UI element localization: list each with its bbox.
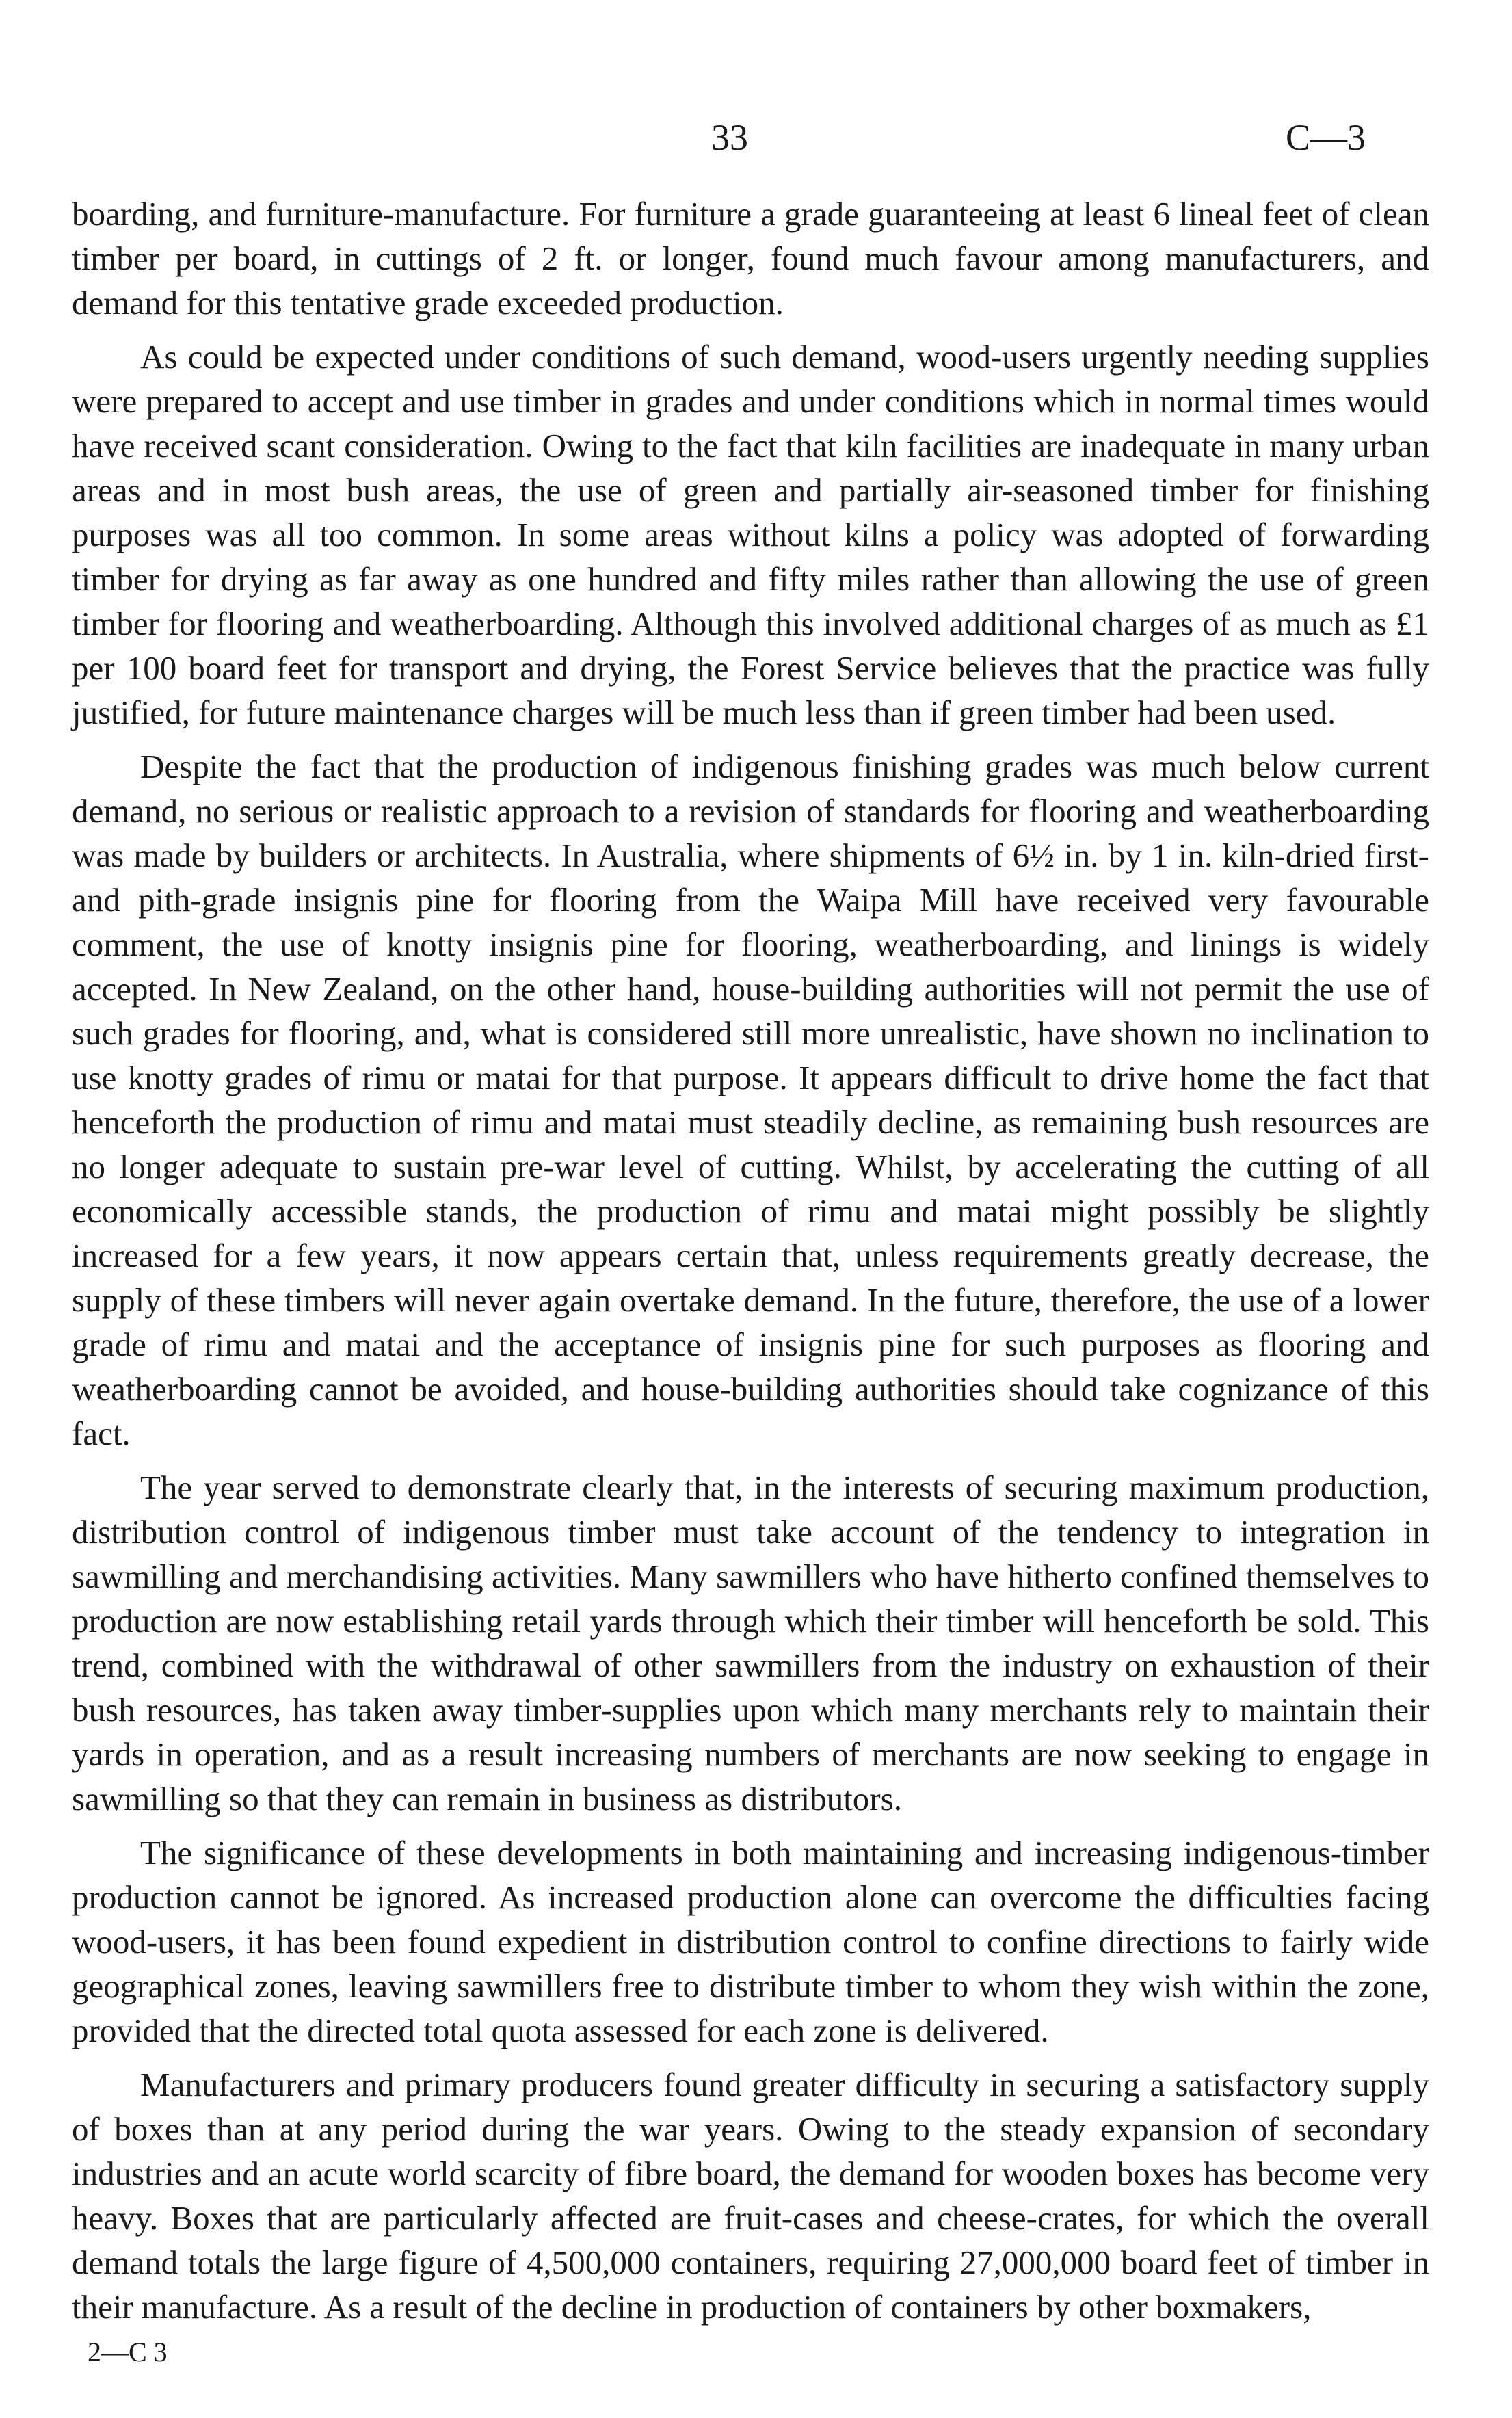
paragraph-5: The significance of these developments in both maintaining and increasing indigenous-timber production cannot be ignored. As increased production alone can overcome the difficulties facing wood-users, it has been found expedient in distribution control to confine directions to fairly wide geographical zones, leaving sawmillers free to distribute timber to whom they wish within the zone, provided that the directed total quota assessed for each zone is delivered. [72, 1834, 1429, 2049]
page-number: 33 [711, 117, 748, 158]
paragraph-6: Manufacturers and primary producers found greater difficulty in securing a satisfactory supply of boxes than at any period during the war years. Owing to the steady expansion of secondary industries and an acute world scarcity of fibre board, the demand for wooden boxes has become very heavy. Boxes that are particularly affected are fruit-cases and cheese-crates, for which the overall demand totals the large figure of 4,500,000 containers, requiring 27,000,000 board feet of timber in their manufacture. As a result of the decline in production of containers by other boxmakers, [72, 2066, 1429, 2326]
report-code: C—3 [1286, 117, 1366, 158]
paragraph-1: boarding, and furniture-manufacture. For furniture a grade guaranteeing at least 6 lineal feet of clean timber per board, in cuttings of 2 ft. or longer, found much favour among manufacturers, and demand for this tentative grade exceeded production. [72, 195, 1429, 321]
body-text [72, 192, 1429, 2339]
paragraph-4: The year served to demonstrate clearly that, in the interests of securing maximum production, distribution control of indigenous timber must take account of the tendency to integration in sawmilling and merchandising activities. Many sawmillers who have hitherto confined themselves to production are now establishing retail yards through which their timber will henceforth be sold. This trend, combined with the withdrawal of other sawmillers from the industry on exhaustion of their bush resources, has taken away timber-supplies upon which many merchants rely to maintain their yards in operation, and as a result increasing numbers of merchants are now seeking to engage in sawmilling so that they can remain in business as distributors. [72, 1469, 1429, 1817]
paragraph-2: As could be expected under conditions of such demand, wood-users urgently needing supplies were prepared to accept and use timber in grades and under conditions which in normal times would have received scant consideration. Owing to the fact that kiln facilities are inadequate in many urban areas and in most bush areas, the use of green and partially air-seasoned timber for finishing purposes was all too common. In some areas without kilns a policy was adopted of forwarding timber for drying as far away as one hundred and fifty miles rather than allowing the use of green timber for flooring and weatherboarding. Although this involved additional charges of as much as £1 per 100 board feet for transport and drying, the Forest Service believes that the practice was fully justified, for future maintenance charges will be much less than if green timber had been used. [72, 338, 1429, 731]
footer-signature: 2—C 3 [88, 2337, 168, 2367]
paragraph-3: Despite the fact that the production of indigenous finishing grades was much below current demand, no serious or realistic approach to a revision of standards for flooring and weatherboarding was made by builders or architects. In Australia, where shipments of 6½ in. by 1 in. kiln-dried first- and pith-grade insignis pine for flooring from the Waipa Mill have received very favourable comment, the use of knotty insignis pine for flooring, weatherboarding, and linings is widely accepted. In New Zealand, on the other hand, house-building authorities will not permit the use of such grades for flooring, and, what is considered still more unrealistic, have shown no inclination to use knotty grades of rimu or matai for that purpose. It appears difficult to drive home the fact that henceforth the production of rimu and matai must steadily decline, as remaining bush resources are no longer adequate to sustain pre-war level of cutting. Whilst, by accelerating the cutting of all economically accessible stands, the production of rimu and matai might possibly be slightly increased for a few years, it now appears certain that, unless requirements greatly decrease, the supply of these timbers will never again overtake demand. In the future, therefore, the use of a lower grade of rimu and matai and the acceptance of insignis pine for such purposes as flooring and weatherboarding cannot be avoided, and house-building authorities should take cognizance of this fact. [72, 748, 1429, 1452]
